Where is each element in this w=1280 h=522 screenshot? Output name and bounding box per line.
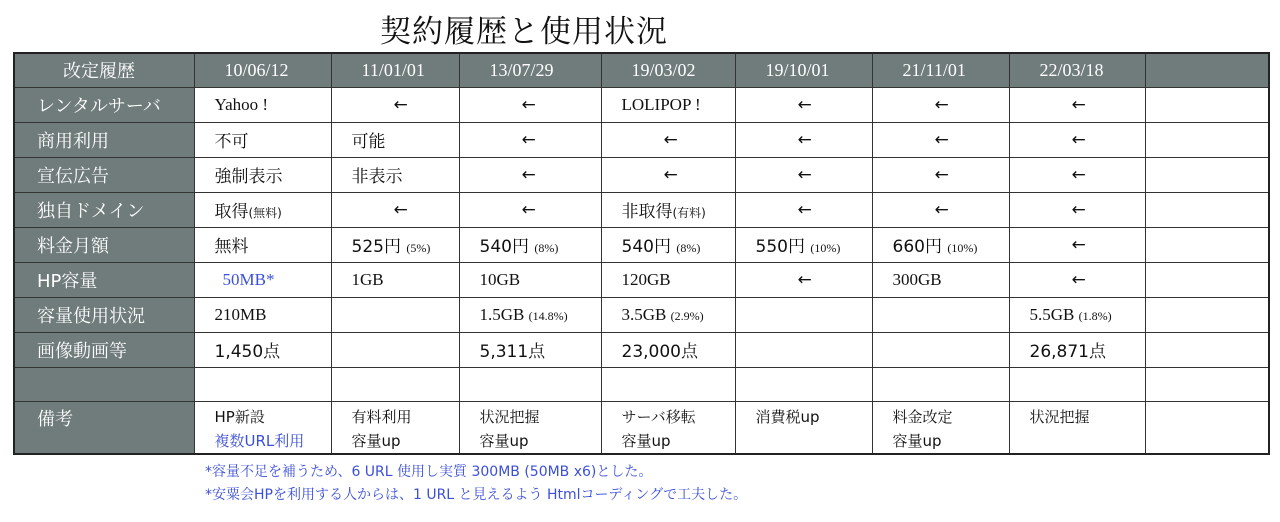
header-date: 13/07/29 — [459, 53, 601, 87]
cell-fee: 525円 (5%) — [331, 227, 459, 262]
cell-ads: ← — [872, 157, 1009, 192]
cell-capacity: 50MB* — [194, 262, 331, 297]
row-label-server: レンタルサーバ — [14, 87, 194, 122]
header-date: 11/01/01 — [331, 53, 459, 87]
cell-media — [735, 332, 872, 367]
cell-usage: 5.5GB (1.8%) — [1009, 297, 1145, 332]
cell-ads: 非表示 — [331, 157, 459, 192]
cell-ads: ← — [735, 157, 872, 192]
table-row-usage — [14, 297, 1269, 332]
header-date: 22/03/18 — [1009, 53, 1145, 87]
cell-domain: 取得(無料) — [194, 192, 331, 227]
cell-commercial: 可能 — [331, 122, 459, 157]
cell-media — [872, 332, 1009, 367]
cell-notes: HP新設 複数URL利用 — [194, 401, 331, 454]
cell-blank — [331, 367, 459, 401]
header-date: 19/10/01 — [735, 53, 872, 87]
cell-media — [331, 332, 459, 367]
cell-media: 1,450点 — [194, 332, 331, 367]
cell-server: ← — [1009, 87, 1145, 122]
table-row-commercial — [14, 122, 1269, 157]
cell-fee: 540円 (8%) — [601, 227, 735, 262]
cell-fee: ← — [1009, 227, 1145, 262]
cell-commercial: ← — [459, 122, 601, 157]
cell-blank — [1145, 367, 1269, 401]
cell-server: ← — [331, 87, 459, 122]
header-date — [1145, 53, 1269, 87]
row-label-capacity: HP容量 — [14, 262, 194, 297]
row-label-notes: 備考 — [14, 401, 194, 454]
row-label-ads: 宣伝広告 — [14, 157, 194, 192]
cell-capacity: ← — [735, 262, 872, 297]
cell-media: 5,311点 — [459, 332, 601, 367]
cell-commercial: 不可 — [194, 122, 331, 157]
cell-server: ← — [735, 87, 872, 122]
cell-domain — [1145, 192, 1269, 227]
cell-usage — [1145, 297, 1269, 332]
row-label-revision: 改定履歴 — [14, 53, 194, 87]
cell-commercial: ← — [1009, 122, 1145, 157]
cell-domain: ← — [872, 192, 1009, 227]
footnote: *安粟会HPを利用する人からは、1 URL と見えるよう Htmlコーディングで工夫した。 — [205, 487, 748, 503]
cell-fee: 540円 (8%) — [459, 227, 601, 262]
cell-ads — [1145, 157, 1269, 192]
cell-fee: 550円 (10%) — [735, 227, 872, 262]
header-row — [14, 53, 1269, 87]
table-row-fee — [14, 227, 1269, 262]
cell-notes: 有料利用 容量up — [331, 401, 459, 454]
cell-capacity: 300GB — [872, 262, 1009, 297]
row-label-usage: 容量使用状況 — [14, 297, 194, 332]
cell-usage: 210MB — [194, 297, 331, 332]
cell-media: 23,000点 — [601, 332, 735, 367]
cell-capacity — [1145, 262, 1269, 297]
cell-notes: 状況把握 — [1009, 401, 1145, 454]
table-row-domain — [14, 192, 1269, 227]
cell-blank — [735, 367, 872, 401]
table-row-capacity — [14, 262, 1269, 297]
footnote: *容量不足を補うため、6 URL 使用し実質 300MB (50MB x6)とした。 — [205, 464, 653, 480]
cell-ads: ← — [459, 157, 601, 192]
cell-notes: 料金改定 容量up — [872, 401, 1009, 454]
cell-capacity: 1GB — [331, 262, 459, 297]
table-row-media — [14, 332, 1269, 367]
row-label-commercial: 商用利用 — [14, 122, 194, 157]
cell-domain: ← — [459, 192, 601, 227]
cell-blank — [1009, 367, 1145, 401]
cell-usage — [331, 297, 459, 332]
cell-notes: 消費税up — [735, 401, 872, 454]
cell-fee: 無料 — [194, 227, 331, 262]
row-label-blank — [14, 367, 194, 401]
row-label-media: 画像動画等 — [14, 332, 194, 367]
cell-server: ← — [872, 87, 1009, 122]
cell-domain: ← — [735, 192, 872, 227]
cell-server: ← — [459, 87, 601, 122]
cell-usage: 1.5GB (14.8%) — [459, 297, 601, 332]
cell-domain: 非取得(有料) — [601, 192, 735, 227]
cell-media: 26,871点 — [1009, 332, 1145, 367]
cell-commercial — [1145, 122, 1269, 157]
cell-blank — [194, 367, 331, 401]
table-row-ads — [14, 157, 1269, 192]
cell-fee: 660円 (10%) — [872, 227, 1009, 262]
table-row-notes — [14, 401, 1269, 454]
page-title: 契約履歴と使用状況 — [380, 14, 668, 50]
cell-ads: ← — [1009, 157, 1145, 192]
table-row-server — [14, 87, 1269, 122]
cell-notes: サーバ移転 容量up — [601, 401, 735, 454]
cell-capacity: ← — [1009, 262, 1145, 297]
cell-fee — [1145, 227, 1269, 262]
cell-usage: 3.5GB (2.9%) — [601, 297, 735, 332]
cell-domain: ← — [331, 192, 459, 227]
cell-ads: 強制表示 — [194, 157, 331, 192]
cell-notes — [1145, 401, 1269, 454]
cell-capacity: 120GB — [601, 262, 735, 297]
cell-commercial: ← — [601, 122, 735, 157]
cell-media — [1145, 332, 1269, 367]
cell-notes: 状況把握 容量up — [459, 401, 601, 454]
cell-server: LOLIPOP ! — [601, 87, 735, 122]
cell-server: Yahoo ! — [194, 87, 331, 122]
cell-ads: ← — [601, 157, 735, 192]
cell-capacity: 10GB — [459, 262, 601, 297]
row-label-domain: 独自ドメイン — [14, 192, 194, 227]
contract-history-table — [13, 52, 1270, 455]
cell-usage — [872, 297, 1009, 332]
cell-server — [1145, 87, 1269, 122]
row-label-fee: 料金月額 — [14, 227, 194, 262]
header-date: 19/03/02 — [601, 53, 735, 87]
header-date: 21/11/01 — [872, 53, 1009, 87]
cell-commercial: ← — [735, 122, 872, 157]
cell-blank — [872, 367, 1009, 401]
header-date: 10/06/12 — [194, 53, 331, 87]
cell-blank — [459, 367, 601, 401]
cell-usage — [735, 297, 872, 332]
cell-domain: ← — [1009, 192, 1145, 227]
cell-commercial: ← — [872, 122, 1009, 157]
table-row-blank — [14, 367, 1269, 401]
cell-blank — [601, 367, 735, 401]
